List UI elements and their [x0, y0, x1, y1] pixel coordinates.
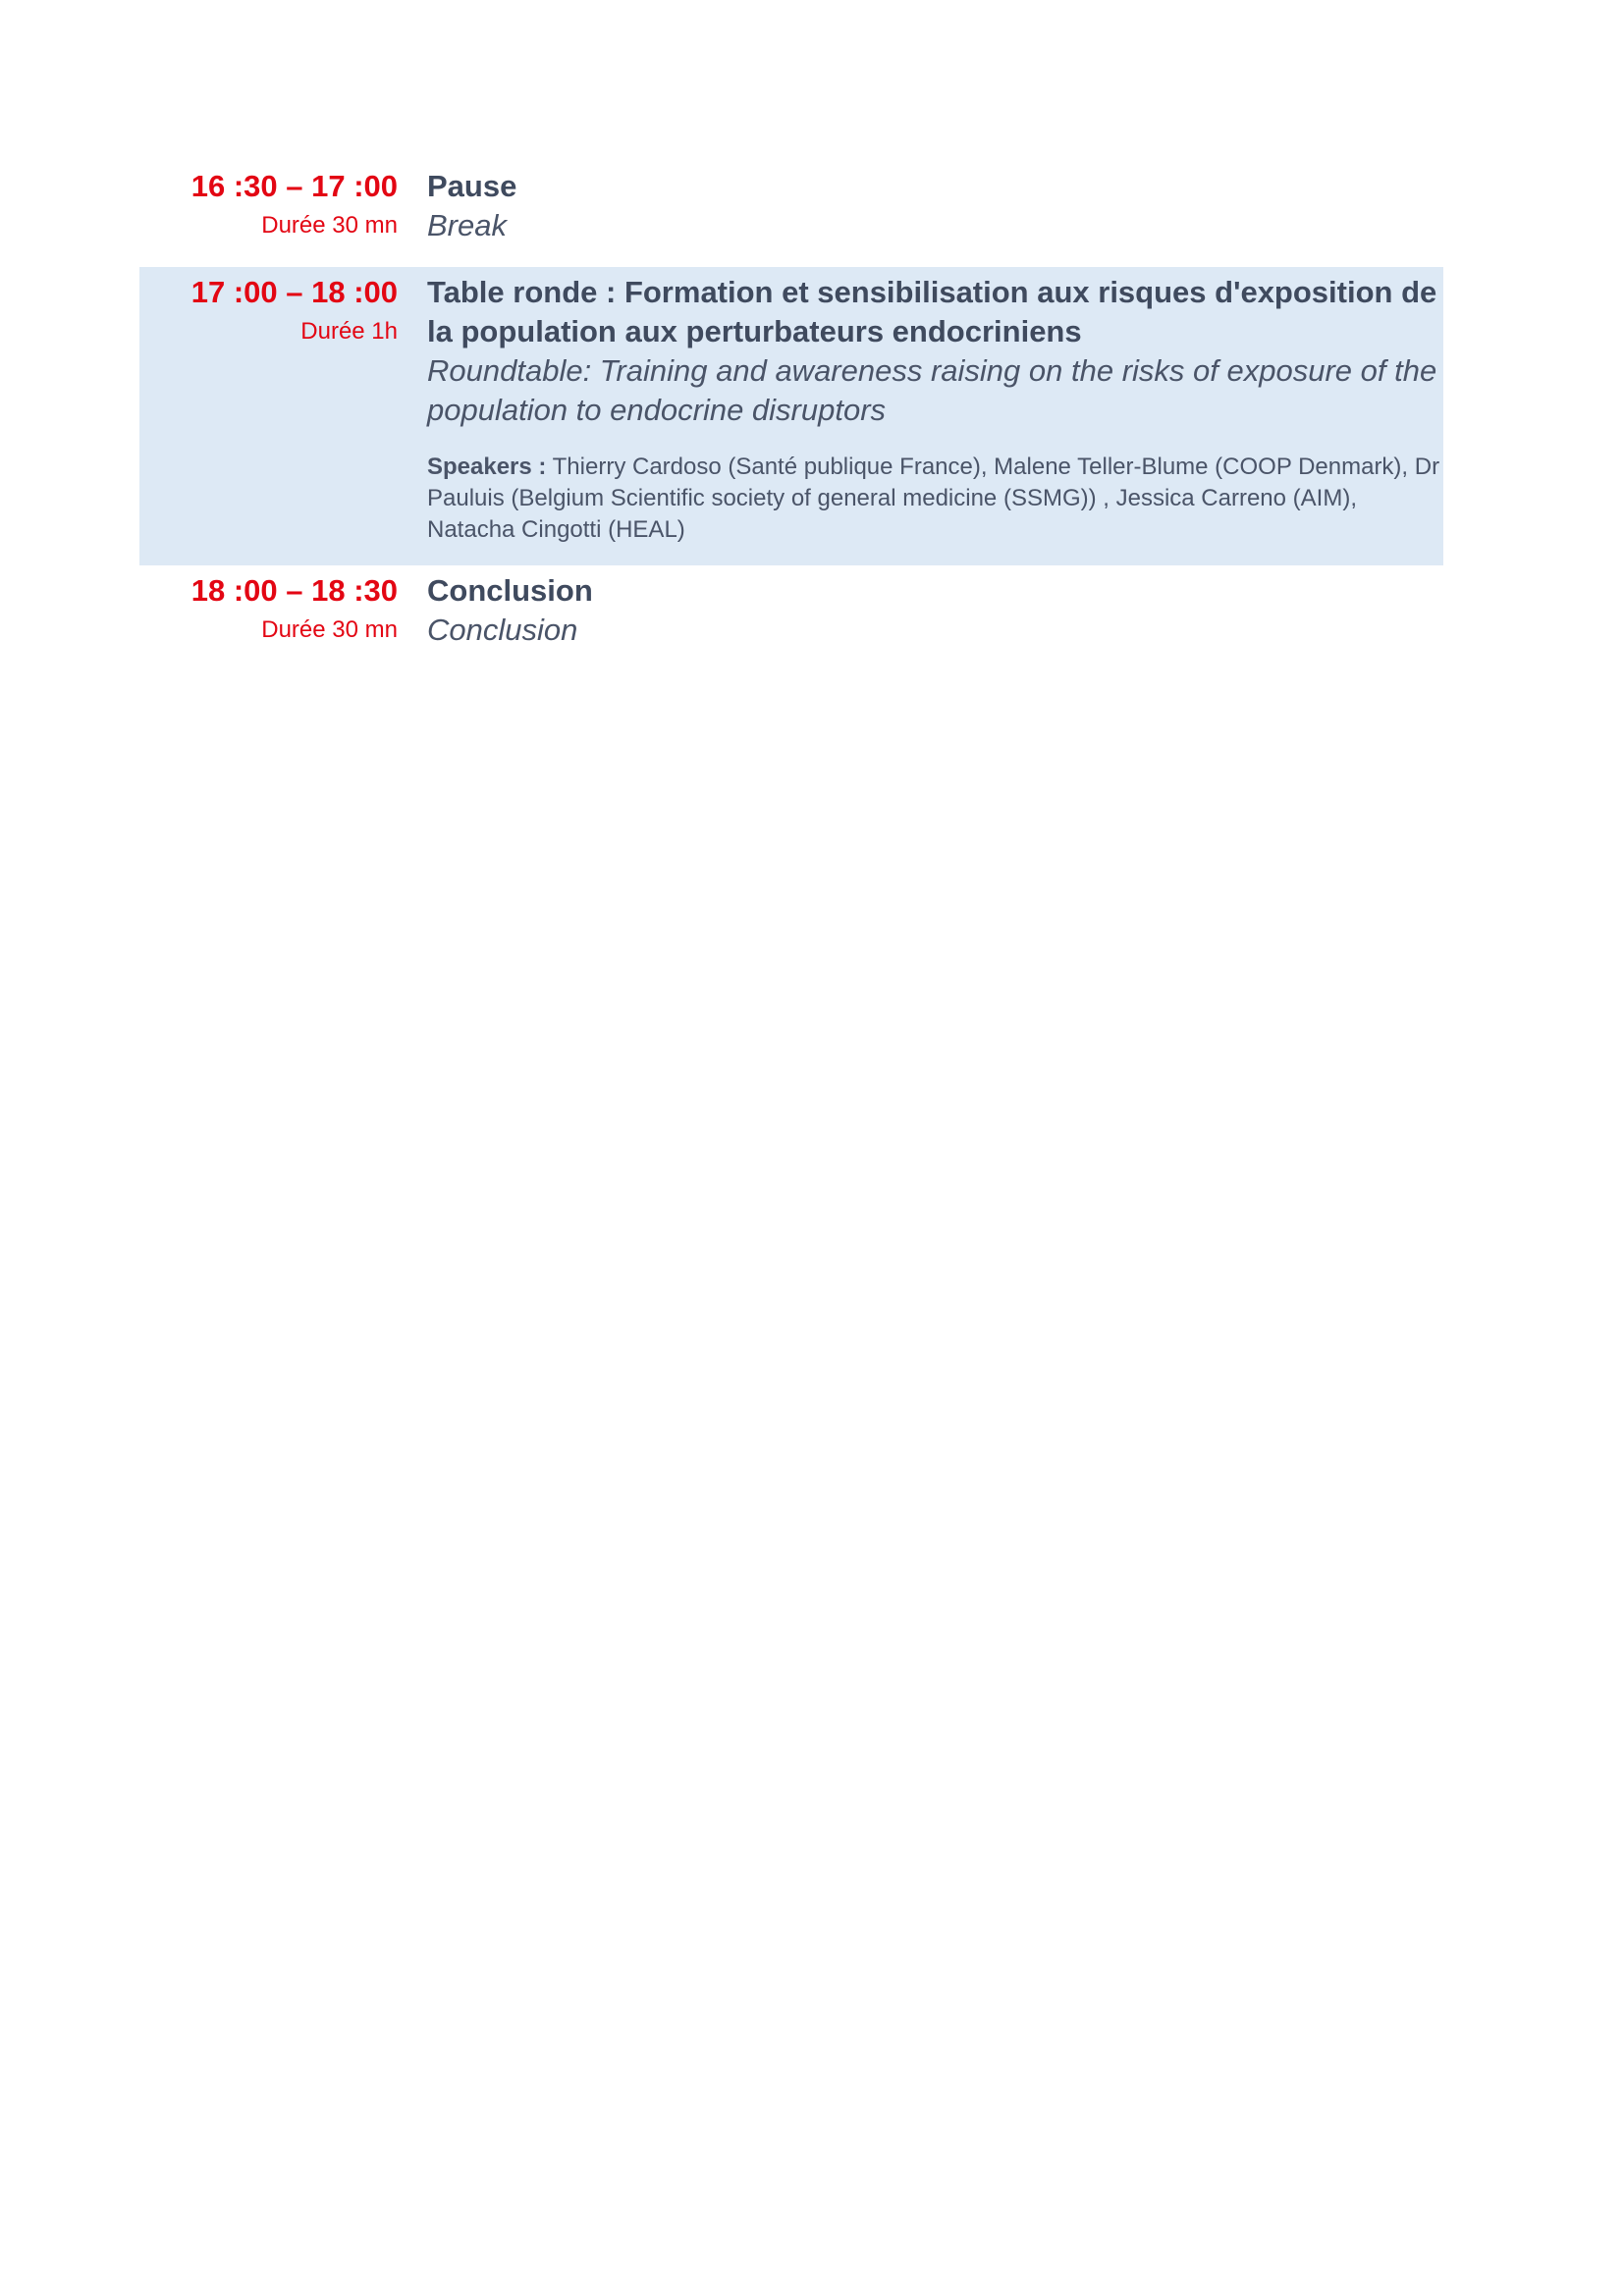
agenda-title-en: Break — [427, 208, 507, 242]
agenda-content — [398, 273, 1443, 546]
agenda-item-roundtable — [139, 267, 1443, 565]
agenda-time-column — [139, 571, 398, 660]
agenda-title-en: Conclusion — [427, 613, 578, 647]
agenda-title-fr: Conclusion — [427, 573, 593, 608]
agenda-time: 17 :00 – 18 :00 — [190, 275, 398, 309]
agenda-duration: Durée 30 mn — [261, 212, 398, 239]
agenda-content — [398, 571, 1443, 660]
speakers-list: Thierry Cardoso (Santé publique France), Malene Teller-Blume (COOP Denmark), Dr Pauluis (Belgium Scientific society of general medicine (SSMG)) , Jessica Carreno (AIM), Natacha Cingotti (HEAL) — [427, 454, 1440, 543]
agenda-duration: Durée 1h — [300, 318, 398, 345]
agenda-speakers — [427, 452, 1443, 546]
agenda-item-conclusion — [139, 571, 1443, 660]
agenda-list — [139, 167, 1443, 660]
agenda-item-pause — [139, 167, 1443, 267]
agenda-title-en: Roundtable: Training and awareness raising on the risks of exposure of the population to endocrine disruptors — [427, 353, 1437, 427]
agenda-duration: Durée 30 mn — [261, 616, 398, 643]
agenda-content — [398, 167, 1443, 267]
agenda-title-fr: Pause — [427, 169, 517, 203]
agenda-title-fr: Table ronde : Formation et sensibilisation aux risques d'exposition de la population aux perturbateurs endocriniens — [427, 275, 1437, 348]
agenda-time: 18 :00 – 18 :30 — [190, 573, 398, 608]
speakers-label: Speakers : — [427, 454, 547, 480]
agenda-time: 16 :30 – 17 :00 — [190, 169, 398, 203]
agenda-time-column — [139, 273, 398, 546]
agenda-time-column — [139, 167, 398, 267]
